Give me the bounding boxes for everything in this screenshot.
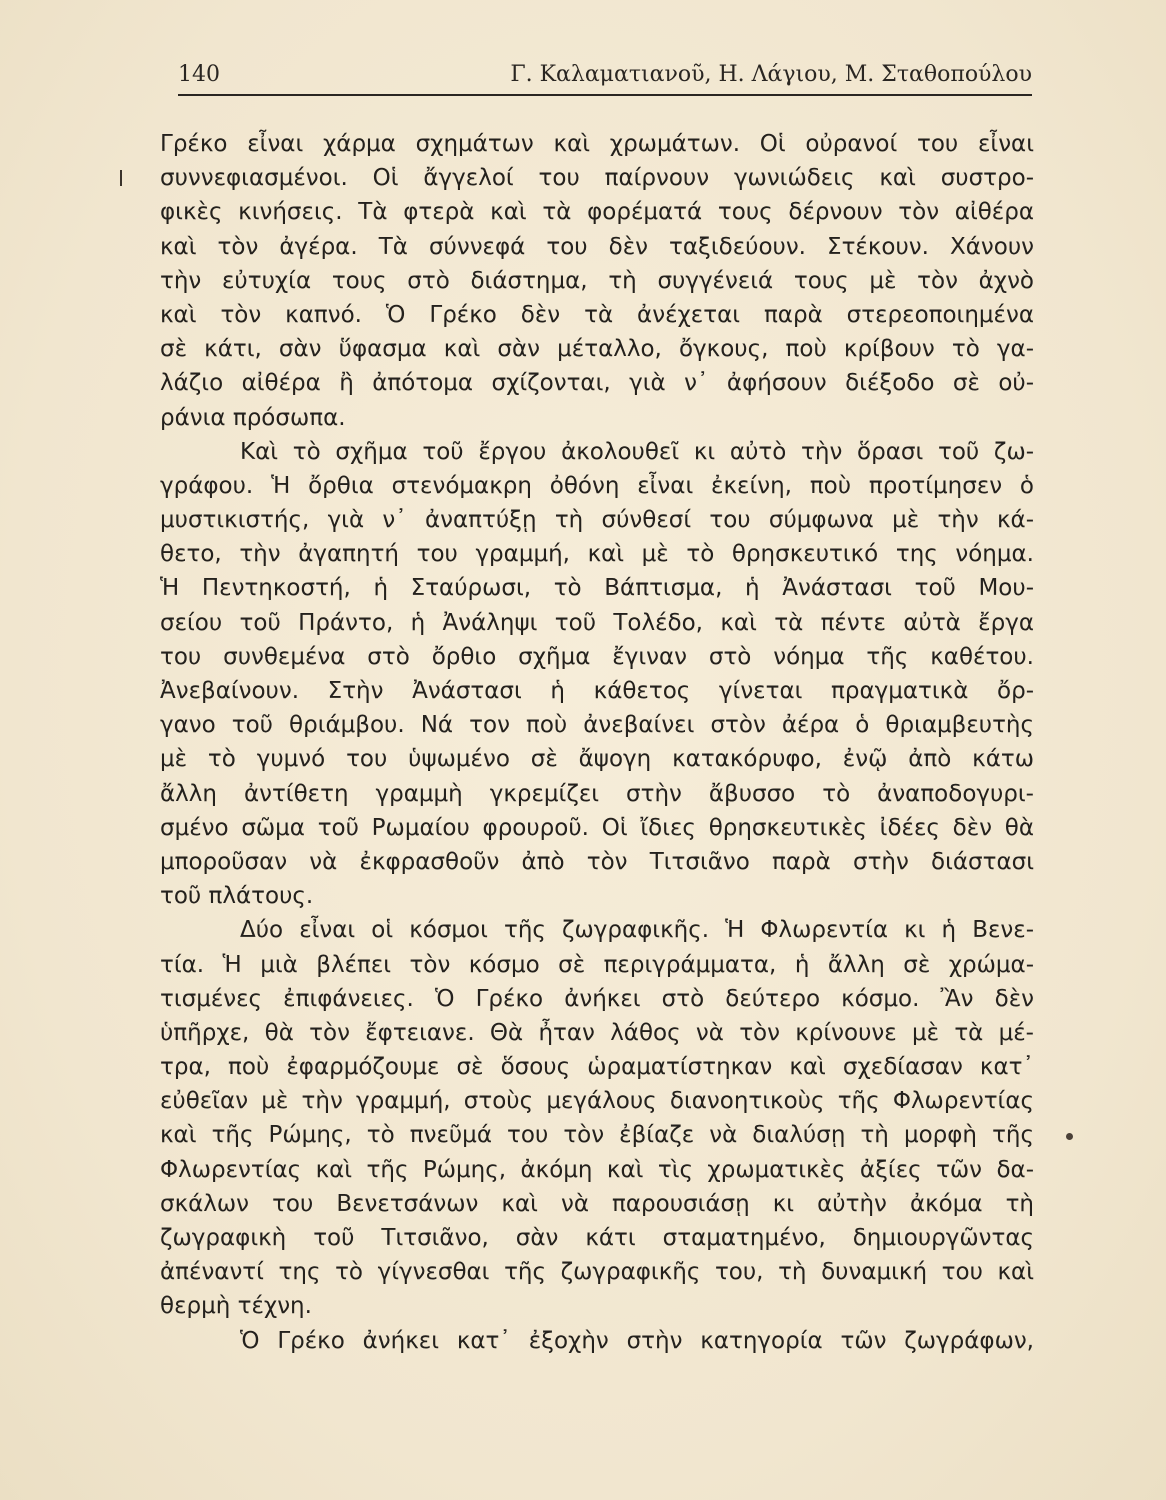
- page-number: 140: [178, 62, 220, 87]
- text-line: του συνθεμένα στὸ ὄρθιο σχῆμα ἔγιναν στὸ νόημα τῆς καθέτου.: [160, 643, 1034, 670]
- text-line: σμένο σῶμα τοῦ Ρωμαίου φρουροῦ. Οἱ ἴδιες θρησκευτικὲς ἰδέες δὲν θὰ: [160, 814, 1034, 841]
- text-line: Καὶ τὸ σχῆμα τοῦ ἔργου ἀκολουθεῖ κι αὐτὸ τὴν ὅρασι τοῦ ζω-: [240, 438, 1034, 465]
- text-line: Ἀνεβαίνουν. Στὴν Ἀνάστασι ἡ κάθετος γίνεται πραγματικὰ ὄρ-: [160, 678, 1034, 704]
- text-line: σὲ κάτι, σὰν ὕφασμα καὶ σὰν μέταλλο, ὄγκους, ποὺ κρίβουν τὸ γα-: [160, 336, 1034, 363]
- text-line: φικὲς κινήσεις. Τὰ φτερὰ καὶ τὰ φορέματά τους δέρνουν τὸν αἰθέρα: [160, 199, 1034, 226]
- body-text: [160, 127, 1034, 1358]
- text-line: τία. Ἡ μιὰ βλέπει τὸν κόσμο σὲ περιγράμματα, ἡ ἄλλη σὲ χρώμα-: [160, 951, 1034, 978]
- text-line: σείου τοῦ Πράντο, ἡ Ἀνάληψι τοῦ Τολέδο, καὶ τὰ πέντε αὐτὰ ἔργα: [160, 609, 1034, 636]
- text-line: λάζιο αἰθέρα ἢ ἀπότομα σχίζονται, γιὰ ν᾽ ἀφήσουν διέξοδο σὲ οὐ-: [160, 370, 1034, 397]
- text-line: ὑπῆρχε, θὰ τὸν ἔφτειανε. Θὰ ἦταν λάθος νὰ τὸν κρίνουνε μὲ τὰ μέ-: [160, 1019, 1034, 1046]
- text-line: ράνια πρόσωπα.: [160, 404, 346, 431]
- text-line: ζωγραφικὴ τοῦ Τιτσιᾶνο, σὰν κάτι σταματημένο, δημιουργῶντας: [160, 1225, 1034, 1251]
- text-line: μυστικιστής, γιὰ ν᾽ ἀναπτύξῃ τὴ σύνθεσί του σύμφωνα μὲ τὴν κά-: [160, 507, 1034, 534]
- text-line: θερμὴ τέχνη.: [160, 1293, 312, 1320]
- text-line: τὴν εὐτυχία τους στὸ διάστημα, τὴ συγγένειά τους μὲ τὸν ἀχνὸ: [160, 267, 1034, 294]
- margin-mark: [120, 170, 122, 186]
- text-line: καὶ τὸν ἀγέρα. Τὰ σύννεφά του δὲν ταξιδεύουν. Στέκουν. Χάνουν: [160, 233, 1034, 260]
- text-line: συννεφιασμένοι. Οἱ ἄγγελοί του παίρνουν γωνιώδεις καὶ συστρο-: [160, 165, 1034, 192]
- text-line: Φλωρεντίας καὶ τῆς Ρώμης, ἀκόμη καὶ τὶς χρωματικὲς ἀξίες τῶν δα-: [160, 1156, 1034, 1183]
- text-line: γράφου. Ἡ ὄρθια στενόμακρη ὀθόνη εἶναι ἐκείνη, ποὺ προτίμησεν ὁ: [160, 472, 1034, 499]
- text-line: καὶ τὸν καπνό. Ὁ Γρέκο δὲν τὰ ἀνέχεται παρὰ στερεοποιημένα: [160, 301, 1034, 328]
- text-line: εὐθεῖαν μὲ τὴν γραμμή, στοὺς μεγάλους διανοητικοὺς τῆς Φλωρεντίας: [160, 1088, 1034, 1115]
- text-line: γανο τοῦ θριάμβου. Νά τον ποὺ ἀνεβαίνει στὸν ἀέρα ὁ θριαμβευτὴς: [160, 712, 1034, 739]
- running-head: Γ. Καλαματιανοῦ, Η. Λάγιου, Μ. Σταθοπούλου: [510, 62, 1032, 87]
- text-line: μποροῦσαν νὰ ἐκφρασθοῦν ἀπὸ τὸν Τιτσιᾶνο παρὰ στὴν διάστασι: [160, 848, 1034, 875]
- page-header: [178, 48, 1032, 96]
- text-line: τισμένες ἐπιφάνειες. Ὁ Γρέκο ἀνήκει στὸ δεύτερο κόσμο. Ἂν δὲν: [160, 985, 1034, 1012]
- margin-dot: [1066, 1133, 1073, 1140]
- text-line: καὶ τῆς Ρώμης, τὸ πνεῦμά του τὸν ἐβίαζε νὰ διαλύσῃ τὴ μορφὴ τῆς: [160, 1122, 1034, 1149]
- text-line: ἀπέναντί της τὸ γίγνεσθαι τῆς ζωγραφικῆς του, τὴ δυναμική του καὶ: [160, 1259, 1034, 1286]
- text-line: ἄλλη ἀντίθετη γραμμὴ γκρεμίζει στὴν ἄβυσσο τὸ ἀναποδογυρι-: [160, 780, 1034, 807]
- text-line: σκάλων του Βενετσάνων καὶ νὰ παρουσιάσῃ κι αὐτὴν ἀκόμα τὴ: [160, 1190, 1034, 1217]
- text-line: Δύο εἶναι οἱ κόσμοι τῆς ζωγραφικῆς. Ἡ Φλωρεντία κι ἡ Βενε-: [240, 917, 1034, 944]
- text-line: μὲ τὸ γυμνό του ὑψωμένο σὲ ἄψογη κατακόρυφο, ἐνῷ ἀπὸ κάτω: [160, 746, 1034, 773]
- text-line: Ἡ Πεντηκοστή, ἡ Σταύρωσι, τὸ Βάπτισμα, ἡ Ἀνάστασι τοῦ Μου-: [160, 575, 1034, 602]
- text-line: θετο, τὴν ἀγαπητή του γραμμή, καὶ μὲ τὸ θρησκευτικό της νόημα.: [160, 541, 1034, 568]
- text-line: τρα, ποὺ ἐφαρμόζουμε σὲ ὅσους ὡραματίστηκαν καὶ σχεδίασαν κατ᾽: [160, 1054, 1034, 1081]
- text-line: τοῦ πλάτους.: [160, 883, 314, 910]
- text-line: Ὁ Γρέκο ἀνήκει κατ᾽ ἐξοχὴν στὴν κατηγορία τῶν ζωγράφων,: [240, 1327, 1034, 1354]
- text-line: Γρέκο εἶναι χάρμα σχημάτων καὶ χρωμάτων. Οἱ οὐρανοί του εἶναι: [160, 131, 1034, 157]
